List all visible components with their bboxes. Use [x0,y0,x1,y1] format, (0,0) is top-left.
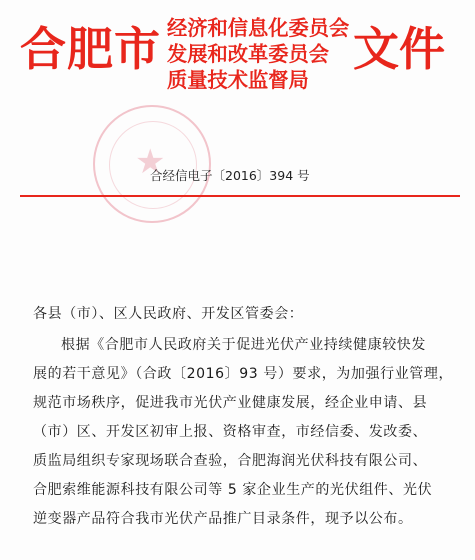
issuer-agencies [167,15,350,93]
body-line-7: 逆变器产品符合我市光伏产品推广目录条件，现予以公布。 [33,511,413,527]
issuer-agency-1: 经济和信息化委员会 [167,16,350,40]
salutation: 各县（市）、区人民政府、开发区管委会： [33,306,304,322]
header-divider [20,195,460,197]
seal-star-icon: ★ [135,142,166,182]
body-line-6: 合肥索维能源科技有限公司等 5 家企业生产的光伏组件、光伏 [33,482,433,498]
body-line-3: 规范市场秩序，促进我市光伏产业健康发展，经企业申请、县 [33,395,428,411]
issuer-city-name: 合肥市 [20,22,161,76]
issuer-agency-3: 质量技术监督局 [167,68,309,92]
body-line-4: （市）区、开发区初审上报、资格审查，市经信委、发改委、 [33,424,428,440]
body-line-1: 根据《合肥市人民政府关于促进光伏产业持续健康较快发 [61,337,426,353]
document-number: 合经信电子〔2016〕394 号 [150,168,310,183]
official-seal-stamp [93,105,211,223]
document-type-label: 文件 [353,22,445,76]
body-line-2: 展的若干意见》（合政〔2016〕93 号）要求，为加强行业管理， [33,366,454,382]
issuer-agency-2: 发展和改革委员会 [167,42,330,66]
body-line-5: 质监局组织专家现场联合查验，合肥海润光伏科技有限公司、 [33,453,428,469]
